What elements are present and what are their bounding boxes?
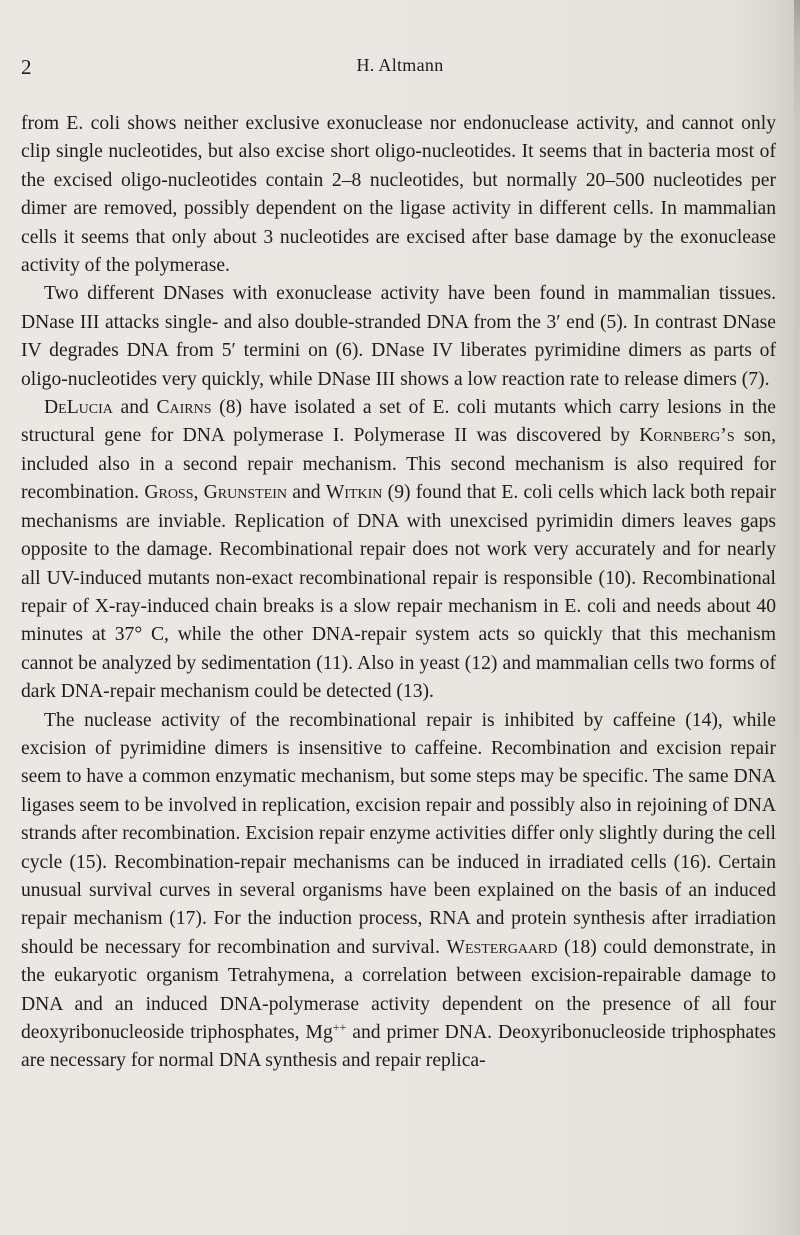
running-head-author: H. Altmann	[356, 55, 444, 75]
paragraph-3	[21, 394, 776, 706]
body-text	[21, 110, 776, 1076]
author-name: Kornberg’s	[639, 425, 735, 447]
page-header	[0, 55, 800, 85]
author-name: Witkin	[325, 482, 383, 504]
text-run: (8) have isolated a set of E. coli mutants which carry lesions in the structural gene for DNA polymerase I. Polymerase II was discovered by	[21, 397, 776, 447]
page-number: 2	[21, 55, 32, 79]
author-name: Cairns	[156, 397, 212, 419]
paragraph-2: Two different DNases with exonuclease activity have been found in mammalian tissues. DNase III attacks single- and also double-stranded DNA from the 3′ end (5). In contrast DNase IV degrades DNA from 5′ termini on (6). DNase IV liberates pyrimidine dimers as parts of oligo-nucleotides very quickly, while DNase III shows a low reaction rate to release dimers (7).	[21, 283, 776, 390]
text-run: and	[287, 482, 326, 504]
author-name: DeLucia	[44, 397, 113, 419]
author-name: Gross	[144, 482, 194, 504]
paragraph-1: from E. coli shows neither exclusive exonuclease nor endonuclease activity, and cannot only clip single nucleotides, but also excise short oligo-nucleotides. It seems that in bacteria most of the excised oligo-nucleotides contain 2–8 nucleotides, but normally 20–500 nucleotides per dimer are removed, possibly dependent on the ligase activity in different cells. In mammalian cells it seems that only about 3 nucleotides are excised after base damage by the exonuclease activity of the polymerase.	[21, 113, 776, 277]
page-edge-shadow	[794, 0, 800, 1235]
text-run: The nuclease activity of the recombinational repair is inhibited by caffeine (14), while excision of pyrimidine dimers is insensitive to caffeine. Recombination and excision repair seem to have a common enzymatic mechanism, but some steps may be specific. The same DNA ligases seem to be involved in replication, excision repair and possibly also in rejoining of DNA strands after recombination. Excision repair enzyme activities differ only slightly during the cell cycle (15). Recombination-repair mechanisms can be induced in irradiated cells (16). Certain unusual survival curves in several organisms have been explained on the basis of an induced repair mechanism (17). For the induction process, RNA and protein synthesis after irradiation should be necessary for recombination and survival.	[21, 709, 776, 958]
text-run: and	[112, 397, 157, 419]
author-name: Grunstein	[203, 482, 288, 504]
text-run: (18) could demonstrate, in the eukaryotic organism Tetrahymena, a correlation between excision-repairable damage to DNA and an induced DNA-polymerase activity dependent on the presence of all four deoxyribonucleoside triphosphates, Mg	[21, 936, 776, 1043]
author-name: Westergaard	[446, 936, 558, 958]
paragraph-4	[21, 707, 776, 1076]
text-run: ,	[193, 482, 204, 504]
text-run: and primer DNA. Deoxyribonucleoside triphosphates are necessary for normal DNA synthesis and repair replica-	[21, 1022, 776, 1072]
superscript-charge: ++	[332, 1020, 347, 1034]
text-run: son, included also in a second repair mechanism. This second mechanism is also required for recombination.	[21, 425, 776, 504]
text-run: (9) found that E. coli cells which lack both repair mechanisms are inviable. Replication of DNA with unexcised pyrimidin dimers leaves gaps opposite to the damage. Recombinational repair does not work very accurately and for nearly all UV-induced mutants non-exact recombinational repair is responsible (10). Recombinational repair of X-ray-induced chain breaks is a slow repair mechanism in E. coli and needs about 40 minutes at 37° C, while the other DNA-repair system acts so quickly that this mechanism cannot be analyzed by sedimentation (11). Also in yeast (12) and mammalian cells two forms of dark DNA-repair mechanism could be detected (13).	[21, 482, 777, 703]
